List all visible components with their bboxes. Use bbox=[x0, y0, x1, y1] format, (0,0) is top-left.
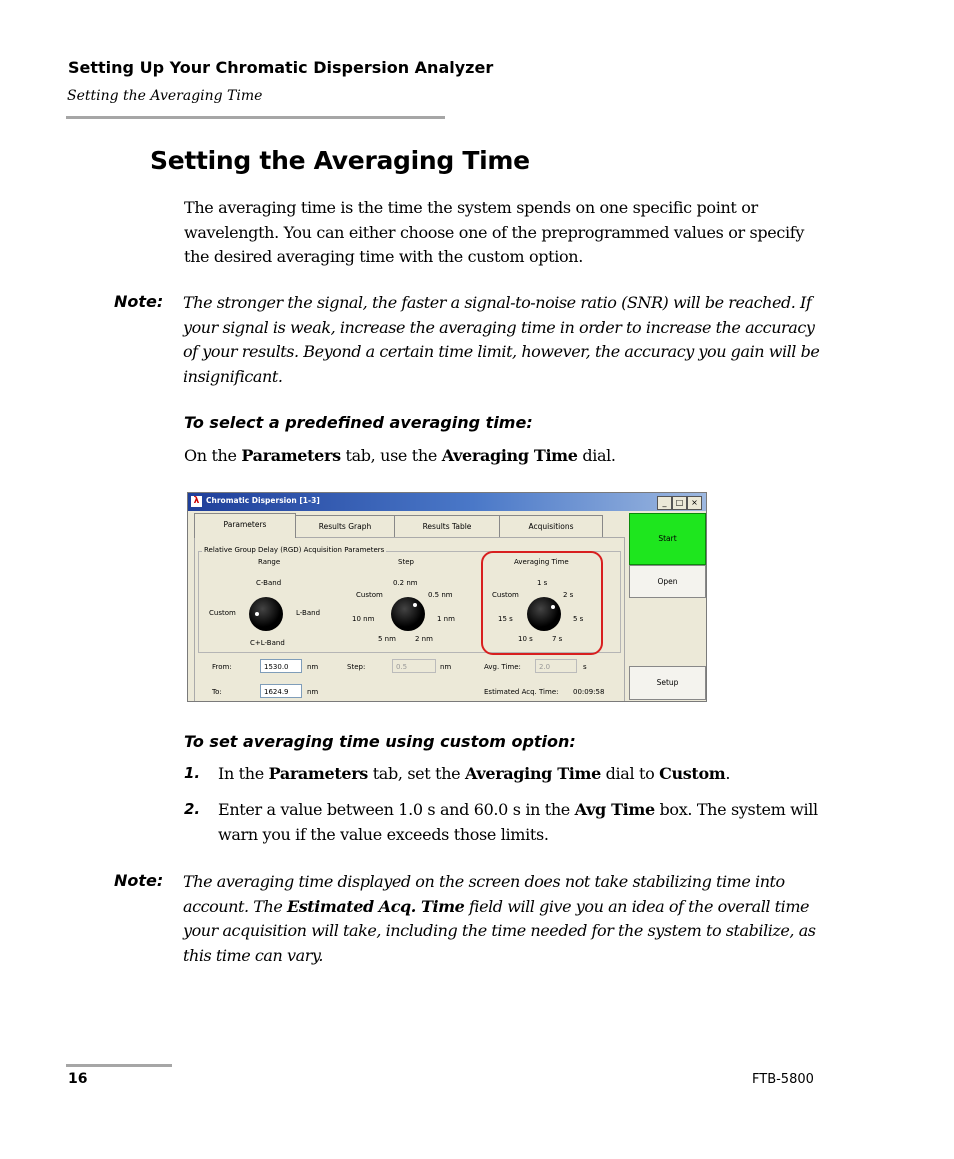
procedure-instruction: On the Parameters tab, use the Averaging Time dial. bbox=[184, 446, 616, 465]
tab-results-table[interactable]: Results Table bbox=[394, 515, 500, 538]
note-text: The stronger the signal, the faster a signal-to-noise ratio (SNR) will be reached. If your signal is weak, increase the averaging time in order to increase the accuracy of your results. Beyond a certain time limit, however, the accuracy you gain will be insignificant. bbox=[183, 293, 820, 386]
step-2-text: Enter a value between 1.0 s and 60.0 s in the Avg Time box. The system will warn you if the value exceeds those limits. bbox=[218, 800, 818, 844]
avg-1s: 1 s bbox=[537, 579, 548, 587]
avg-7s: 7 s bbox=[552, 635, 563, 643]
avg-5s: 5 s bbox=[573, 615, 584, 623]
open-button[interactable]: Open bbox=[629, 565, 706, 598]
step-1-text: In the Parameters tab, set the Averaging Time dial to Custom. bbox=[218, 764, 731, 783]
minimize-icon[interactable]: _ bbox=[657, 496, 672, 510]
range-custom: Custom bbox=[209, 609, 236, 617]
procedure-heading-custom: To set averaging time using custom option: bbox=[184, 732, 576, 751]
page-number: 16 bbox=[68, 1071, 88, 1087]
from-label: From: bbox=[212, 663, 232, 671]
estimated-acq-time-label: Estimated Acq. Time: bbox=[484, 688, 559, 696]
step-dial[interactable] bbox=[391, 597, 425, 631]
avg-custom: Custom bbox=[492, 591, 519, 599]
avg-10s: 10 s bbox=[518, 635, 533, 643]
step-custom: Custom bbox=[356, 591, 383, 599]
step-label: Step bbox=[398, 558, 414, 566]
step-unit: nm bbox=[440, 663, 452, 671]
app-icon: λ bbox=[191, 496, 202, 507]
setup-button[interactable]: Setup bbox=[629, 666, 706, 700]
window-title: Chromatic Dispersion [1-3] bbox=[206, 496, 320, 505]
start-button[interactable]: Start bbox=[629, 513, 706, 565]
close-icon[interactable]: × bbox=[687, 496, 702, 510]
avg-15s: 15 s bbox=[498, 615, 513, 623]
note-label: Note: bbox=[114, 292, 164, 311]
range-l-band: L-Band bbox=[296, 609, 321, 617]
window-titlebar bbox=[188, 493, 706, 511]
step-5nm: 5 nm bbox=[378, 635, 396, 643]
page-title: Setting the Averaging Time bbox=[150, 146, 530, 175]
chromatic-dispersion-window bbox=[187, 492, 707, 702]
chapter-title: Setting Up Your Chromatic Dispersion Analyzer bbox=[68, 58, 494, 77]
procedure-heading: To select a predefined averaging time: bbox=[184, 413, 533, 432]
step-number-1: 1. bbox=[184, 764, 201, 782]
maximize-icon[interactable]: □ bbox=[672, 496, 687, 510]
group-label: Relative Group Delay (RGD) Acquisition Parameters bbox=[204, 546, 385, 554]
avg-2s: 2 s bbox=[563, 591, 574, 599]
range-c-band: C-Band bbox=[256, 579, 282, 587]
step-input[interactable]: 0.5 bbox=[392, 659, 436, 673]
step-0-5nm: 0.5 nm bbox=[428, 591, 453, 599]
section-subtitle: Setting the Averaging Time bbox=[67, 88, 263, 104]
estimated-acq-time-value: 00:09:58 bbox=[573, 688, 605, 696]
avg-time-input[interactable]: 2.0 bbox=[535, 659, 577, 673]
intro-paragraph: The averaging time is the time the system spends on one specific point or wavelength. You can either choose one of the preprogrammed values or specify the desired averaging time with the custom option. bbox=[184, 198, 805, 266]
range-cl-band: C+L-Band bbox=[250, 639, 285, 647]
avg-time-field-label: Avg. Time: bbox=[484, 663, 521, 671]
step-field-label: Step: bbox=[347, 663, 366, 671]
step-2nm: 2 nm bbox=[415, 635, 433, 643]
to-label: To: bbox=[212, 688, 222, 696]
averaging-time-highlight bbox=[481, 551, 603, 655]
note-label-2: Note: bbox=[114, 871, 164, 890]
tab-parameters[interactable]: Parameters bbox=[194, 513, 296, 538]
range-label: Range bbox=[258, 558, 281, 566]
to-input[interactable]: 1624.9 bbox=[260, 684, 302, 698]
step-number-2: 2. bbox=[184, 800, 201, 818]
document-id: FTB-5800 bbox=[752, 1072, 814, 1087]
step-10nm: 10 nm bbox=[352, 615, 375, 623]
tab-results-graph[interactable]: Results Graph bbox=[295, 515, 395, 538]
avg-time-unit: s bbox=[583, 663, 587, 671]
averaging-time-label: Averaging Time bbox=[514, 558, 569, 566]
from-unit: nm bbox=[307, 663, 319, 671]
step-0-2nm: 0.2 nm bbox=[393, 579, 418, 587]
tab-acquisitions[interactable]: Acquisitions bbox=[499, 515, 603, 538]
step-1nm: 1 nm bbox=[437, 615, 455, 623]
range-dial[interactable] bbox=[249, 597, 283, 631]
footer-divider bbox=[66, 1064, 172, 1067]
header-divider bbox=[66, 116, 445, 119]
from-input[interactable]: 1530.0 bbox=[260, 659, 302, 673]
to-unit: nm bbox=[307, 688, 319, 696]
note-text-2: The averaging time displayed on the screen does not take stabilizing time into account. The Estimated Acq. Time field will give you an idea of the overall time your acquisition will take, including the time needed for the system to stabilize, as this time can vary. bbox=[183, 872, 816, 965]
